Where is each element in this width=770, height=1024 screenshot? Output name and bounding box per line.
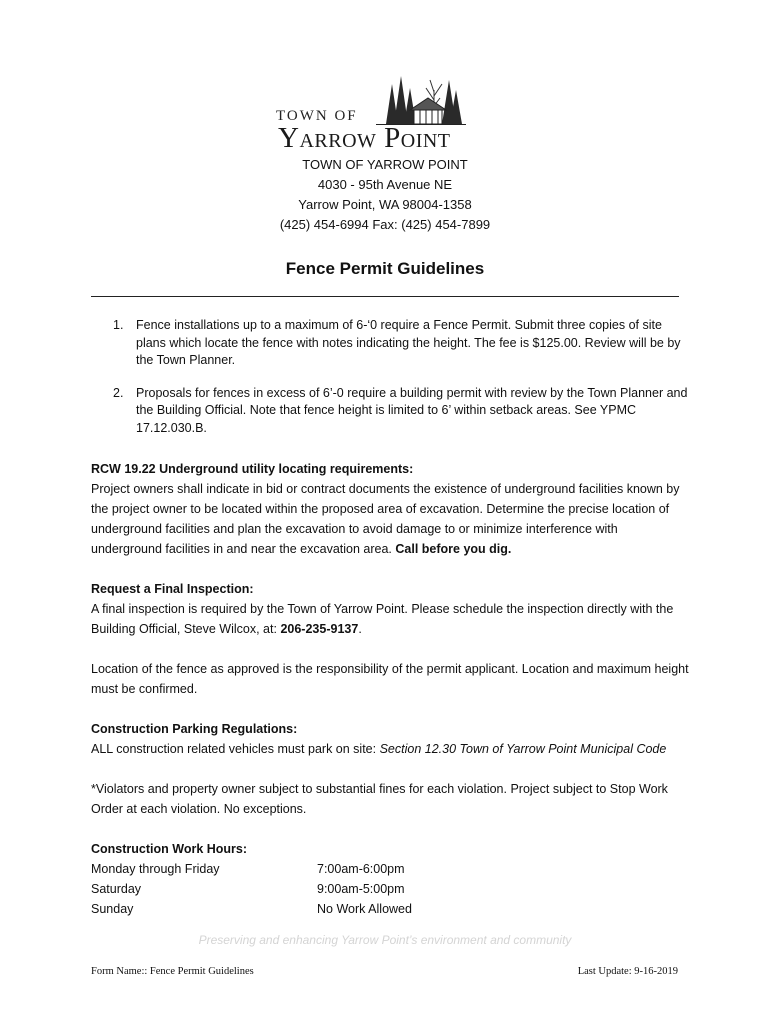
town-logo (272, 70, 492, 158)
parking-text: ALL construction related vehicles must park on site: (91, 742, 377, 756)
hours-day: Monday through Friday (91, 862, 220, 876)
parking-paragraph (91, 739, 691, 759)
location-text: Location of the fence as approved is the responsibility of the permit applicant. Location and maximum height must be confirmed. (91, 662, 689, 696)
parking-code: Section 12.30 Town of Yarrow Point Municipal Code (379, 742, 667, 756)
violators-text: *Violators and property owner subject to substantial fines for each violation. Project subject to Stop Work Order at each violation. No exceptions. (91, 782, 668, 816)
footer-form-name: Form Name:: Fence Permit Guidelines (91, 966, 254, 977)
trees-and-house-logo-icon (376, 70, 466, 126)
footer-last-update: Last Update: 9-16-2019 (577, 966, 678, 977)
list-item-number: 2. (113, 385, 124, 400)
list-item-text: Fence installations up to a maximum of 6-‘0 require a Fence Permit. Submit three copies of site plans which locate the fence with notes indicating the height. The fee is $125.00. Review will be by the Town Planner. (136, 318, 681, 367)
parking-heading: Construction Parking Regulations: (91, 722, 298, 736)
rcw-emphasis: Call before you dig. (395, 542, 512, 556)
inspection-section (91, 579, 691, 639)
address-name: TOWN OF YARROW POINT (302, 157, 468, 172)
address-phone: (425) 454-6994 Fax: (425) 454-7899 (279, 217, 491, 232)
hours-time: No Work Allowed (317, 902, 412, 916)
address-city: Yarrow Point, WA 98004-1358 (298, 197, 472, 212)
hours-day: Saturday (91, 882, 142, 896)
inspection-heading: Request a Final Inspection: (91, 582, 254, 596)
parking-section (91, 719, 691, 759)
address-street: 4030 - 95th Avenue NE (317, 177, 453, 192)
hours-day: Sunday (91, 902, 134, 916)
logo-yarrow-point-text: Yarrow Point (278, 122, 451, 154)
violators-section (91, 779, 691, 819)
title-divider (91, 296, 679, 297)
list-item (113, 317, 693, 370)
rcw-text: Project owners shall indicate in bid or contract documents the existence of underground facilities known by the project owner to be located within the proposed area of excavation. Determine the precise location of underground facilities and plan the excavation to avoid damage to or minimize interference with underground facilities in and near the excavation area. (91, 482, 680, 556)
inspection-text: A final inspection is required by the Town of Yarrow Point. Please schedule the inspection directly with the Building Official, Steve Wilcox, at: (91, 602, 674, 636)
inspection-phone: 206-235-9137 (280, 622, 359, 636)
work-hours-heading: Construction Work Hours: (91, 842, 248, 856)
hours-time: 9:00am-5:00pm (317, 882, 405, 896)
guidelines-list (113, 317, 693, 452)
page-title: Fence Permit Guidelines (285, 259, 485, 278)
rcw-heading: RCW 19.22 Underground utility locating requirements: (91, 462, 414, 476)
list-item-number: 1. (113, 318, 124, 332)
tagline-watermark: Preserving and enhancing Yarrow Point’s environment and community (198, 933, 572, 947)
work-hours-section (91, 839, 691, 919)
body-content (91, 459, 691, 939)
hours-time: 7:00am-6:00pm (317, 862, 405, 876)
rcw-paragraph (91, 479, 691, 559)
logo-town-of-text: TOWN OF (276, 108, 358, 124)
inspection-paragraph (91, 599, 691, 639)
rcw-section (91, 459, 691, 559)
inspection-end: . (358, 622, 362, 636)
list-item-text: Proposals for fences in excess of 6’-0 require a building permit with review by the Town Planner and the Building Official. Note that fence height is limited to 6’ within setback areas. See YPMC 17.12.030.B. (136, 385, 688, 435)
list-item (113, 385, 693, 438)
work-hours-table (91, 859, 691, 919)
location-section (91, 659, 691, 699)
address-block (0, 155, 770, 235)
